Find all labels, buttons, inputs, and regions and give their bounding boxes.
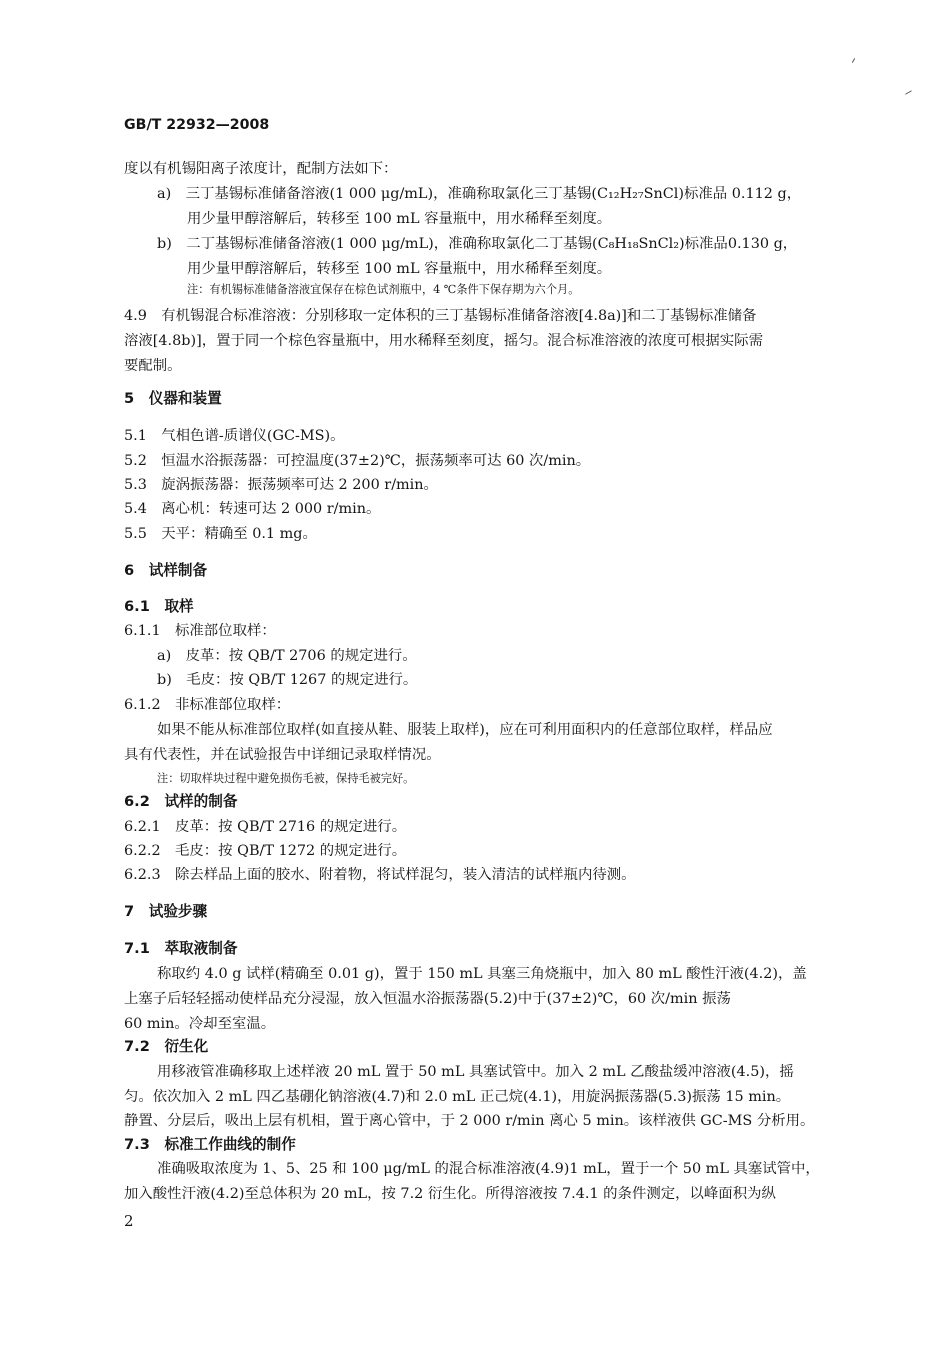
page-number: 2 — [124, 1212, 134, 1230]
text-line: 60 min。冷却至室温。 — [124, 1016, 276, 1032]
text-line: 如果不能从标准部位取样(如直接从鞋、服装上取样)，应在可利用面积内的任意部位取样，样品应 — [157, 722, 773, 738]
list-item: a) 皮革：按 QB/T 2706 的规定进行。 — [157, 648, 417, 664]
list-item: b) 毛皮：按 QB/T 1267 的规定进行。 — [157, 672, 418, 688]
scan-mark — [905, 90, 912, 94]
clause: 5.1 气相色谱-质谱仪(GC-MS)。 — [124, 428, 345, 444]
clause: 6.2.2 毛皮：按 QB/T 1272 的规定进行。 — [124, 843, 407, 859]
clause: 6.1.1 标准部位取样： — [124, 623, 276, 639]
subsection-heading: 6.2 试样的制备 — [124, 793, 238, 810]
clause: 5.4 离心机：转速可达 2 000 r/min。 — [124, 501, 381, 517]
clause: 5.2 恒温水浴振荡器：可控温度(37±2)℃，振荡频率可达 60 次/min。 — [124, 453, 591, 469]
subsection-heading: 6.1 取样 — [124, 598, 194, 615]
subsection-heading: 7.2 衍生化 — [124, 1038, 209, 1055]
text-line: 加入酸性汗液(4.2)至总体积为 20 mL，按 7.2 衍生化。所得溶液按 7.4.1 的条件测定，以峰面积为纵 — [124, 1186, 776, 1202]
scan-mark — [852, 58, 855, 63]
subsection-heading: 7.1 萃取液制备 — [124, 940, 238, 957]
text-line: 称取约 4.0 g 试样(精确至 0.01 g)，置于 150 mL 具塞三角烧瓶中，加入 80 mL 酸性汗液(4.2)，盖 — [157, 966, 807, 982]
text-line: 匀。依次加入 2 mL 四乙基硼化钠溶液(4.7)和 2.0 mL 正己烷(4.1)，用旋涡振荡器(5.3)振荡 15 min。 — [124, 1089, 791, 1105]
section-heading: 7 试验步骤 — [124, 903, 208, 920]
clause: 5.3 旋涡振荡器：振荡频率可达 2 200 r/min。 — [124, 477, 438, 493]
text-line: 用少量甲醇溶解后，转移至 100 mL 容量瓶中，用水稀释至刻度。 — [187, 211, 612, 227]
text-line: 具有代表性，并在试验报告中详细记录取样情况。 — [124, 747, 441, 763]
clause: 6.2.3 除去样品上面的胶水、附着物，将试样混匀，装入清洁的试样瓶内待测。 — [124, 867, 636, 883]
text-line: 要配制。 — [124, 358, 182, 374]
note: 注：切取样块过程中避免损伤毛被，保持毛被完好。 — [157, 772, 415, 785]
section-heading: 5 仪器和装置 — [124, 390, 222, 407]
text-line: 准确吸取浓度为 1、5、25 和 100 μg/mL 的混合标准溶液(4.9)1 mL，置于一个 50 mL 具塞试管中， — [157, 1161, 820, 1177]
subsection-heading: 7.3 标准工作曲线的制作 — [124, 1136, 296, 1153]
note: 注：有机锡标准储备溶液宜保存在棕色试剂瓶中，4 ℃条件下保存期为六个月。 — [187, 283, 580, 296]
clause: 6.1.2 非标准部位取样： — [124, 697, 291, 713]
text-line: 用移液管准确移取上述样液 20 mL 置于 50 mL 具塞试管中。加入 2 mL 乙酸盐缓冲溶液(4.5)，摇 — [157, 1064, 794, 1080]
text-line: 用少量甲醇溶解后，转移至 100 mL 容量瓶中，用水稀释至刻度。 — [187, 261, 612, 277]
standard-code: GB/T 22932—2008 — [124, 117, 270, 133]
list-item: b) 二丁基锡标准储备溶液(1 000 μg/mL)，准确称取氯化二丁基锡(C₈H₁₈SnCl₂)标准品0.130 g， — [157, 236, 798, 252]
section-heading: 6 试样制备 — [124, 562, 208, 579]
text-line: 溶液[4.8b)]，置于同一个棕色容量瓶中，用水稀释至刻度，摇匀。混合标准溶液的浓度可根据实际需 — [124, 333, 763, 349]
clause: 5.5 天平：精确至 0.1 mg。 — [124, 526, 317, 542]
text-line: 上塞子后轻轻摇动使样品充分浸湿，放入恒温水浴振荡器(5.2)中于(37±2)℃，60 次/min 振荡 — [124, 991, 731, 1007]
list-item: a) 三丁基锡标准储备溶液(1 000 μg/mL)，准确称取氯化三丁基锡(C₁₂H₂₇SnCl)标准品 0.112 g， — [157, 186, 802, 202]
text-line: 度以有机锡阳离子浓度计，配制方法如下： — [124, 161, 398, 177]
text-line: 静置、分层后，吸出上层有机相，置于离心管中，于 2 000 r/min 离心 5 min。该样液供 GC-MS 分析用。 — [124, 1113, 815, 1129]
clause: 6.2.1 皮革：按 QB/T 2716 的规定进行。 — [124, 819, 407, 835]
clause: 4.9 有机锡混合标准溶液：分别移取一定体积的三丁基锡标准储备溶液[4.8a)]和二丁基锡标准储备 — [124, 308, 757, 324]
